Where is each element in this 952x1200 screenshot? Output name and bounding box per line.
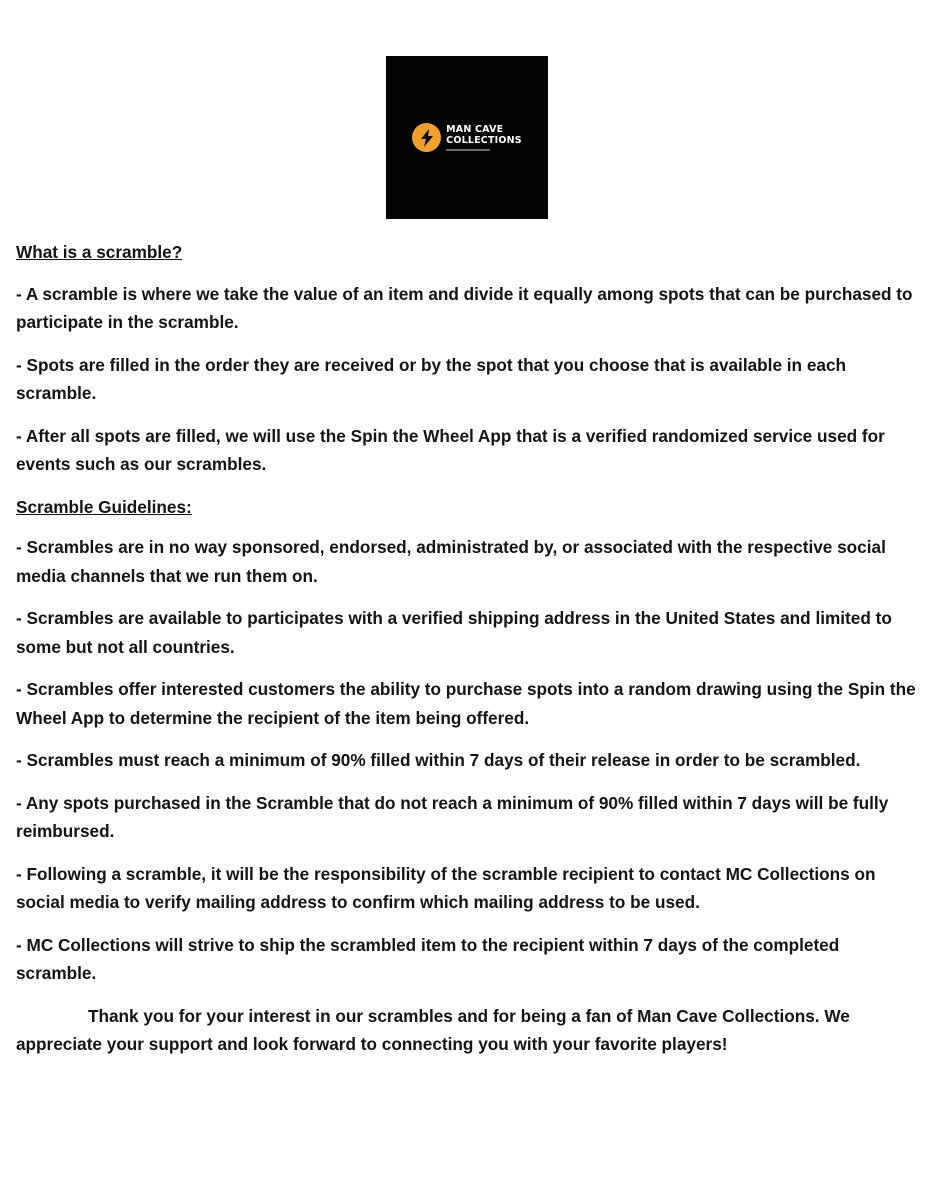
guideline-paragraph-2: - Scrambles are available to participates with a verified shipping address in the United States and limited to some but not all countries. — [16, 608, 892, 657]
lightning-bolt-icon — [412, 123, 441, 152]
closing-paragraph: Thank you for your interest in our scrambles and for being a fan of Man Cave Collections. We appreciate your support and look forward to connecting you with your favorite players! — [16, 1005, 850, 1054]
guideline-paragraph-5: - Any spots purchased in the Scramble that do not reach a minimum of 90% filled within 7 days will be fully reimbursed. — [16, 792, 889, 841]
document-body — [16, 238, 916, 1059]
guideline-paragraph-1: - Scrambles are in no way sponsored, endorsed, administrated by, or associated with the respective social media channels that we run them on. — [16, 537, 886, 586]
what-paragraph-2: - Spots are filled in the order they are received or by the spot that you choose that is available in each scramble. — [16, 354, 847, 403]
guideline-paragraph-3: - Scrambles offer interested customers the ability to purchase spots into a random drawing using the Spin the Wheel App to determine the recipient of the item being offered. — [16, 679, 916, 728]
guideline-paragraph-7: - MC Collections will strive to ship the scrambled item to the recipient within 7 days of the completed scramble. — [16, 934, 840, 983]
scramble-guidelines-heading: Scramble Guidelines: — [16, 496, 192, 517]
brand-logo — [386, 56, 548, 219]
logo-wordmark — [446, 124, 522, 151]
what-paragraph-1: - A scramble is where we take the value of an item and divide it equally among spots that can be purchased to participate in the scramble. — [16, 283, 913, 332]
logo-lockup — [412, 123, 522, 152]
logo-line-1: MAN CAVE — [446, 124, 504, 135]
logo-tagline-mark — [446, 149, 490, 151]
guideline-paragraph-4: - Scrambles must reach a minimum of 90% filled within 7 days of their release in order to be scrambled. — [16, 750, 861, 770]
logo-line-2: COLLECTIONS — [446, 135, 522, 146]
what-is-scramble-heading: What is a scramble? — [16, 242, 183, 262]
guideline-paragraph-6: - Following a scramble, it will be the responsibility of the scramble recipient to contact MC Collections on social media to verify mailing address to confirm which mailing address to be used. — [16, 863, 876, 912]
what-paragraph-3: - After all spots are filled, we will use the Spin the Wheel App that is a verified randomized service used for events such as our scrambles. — [16, 425, 885, 474]
